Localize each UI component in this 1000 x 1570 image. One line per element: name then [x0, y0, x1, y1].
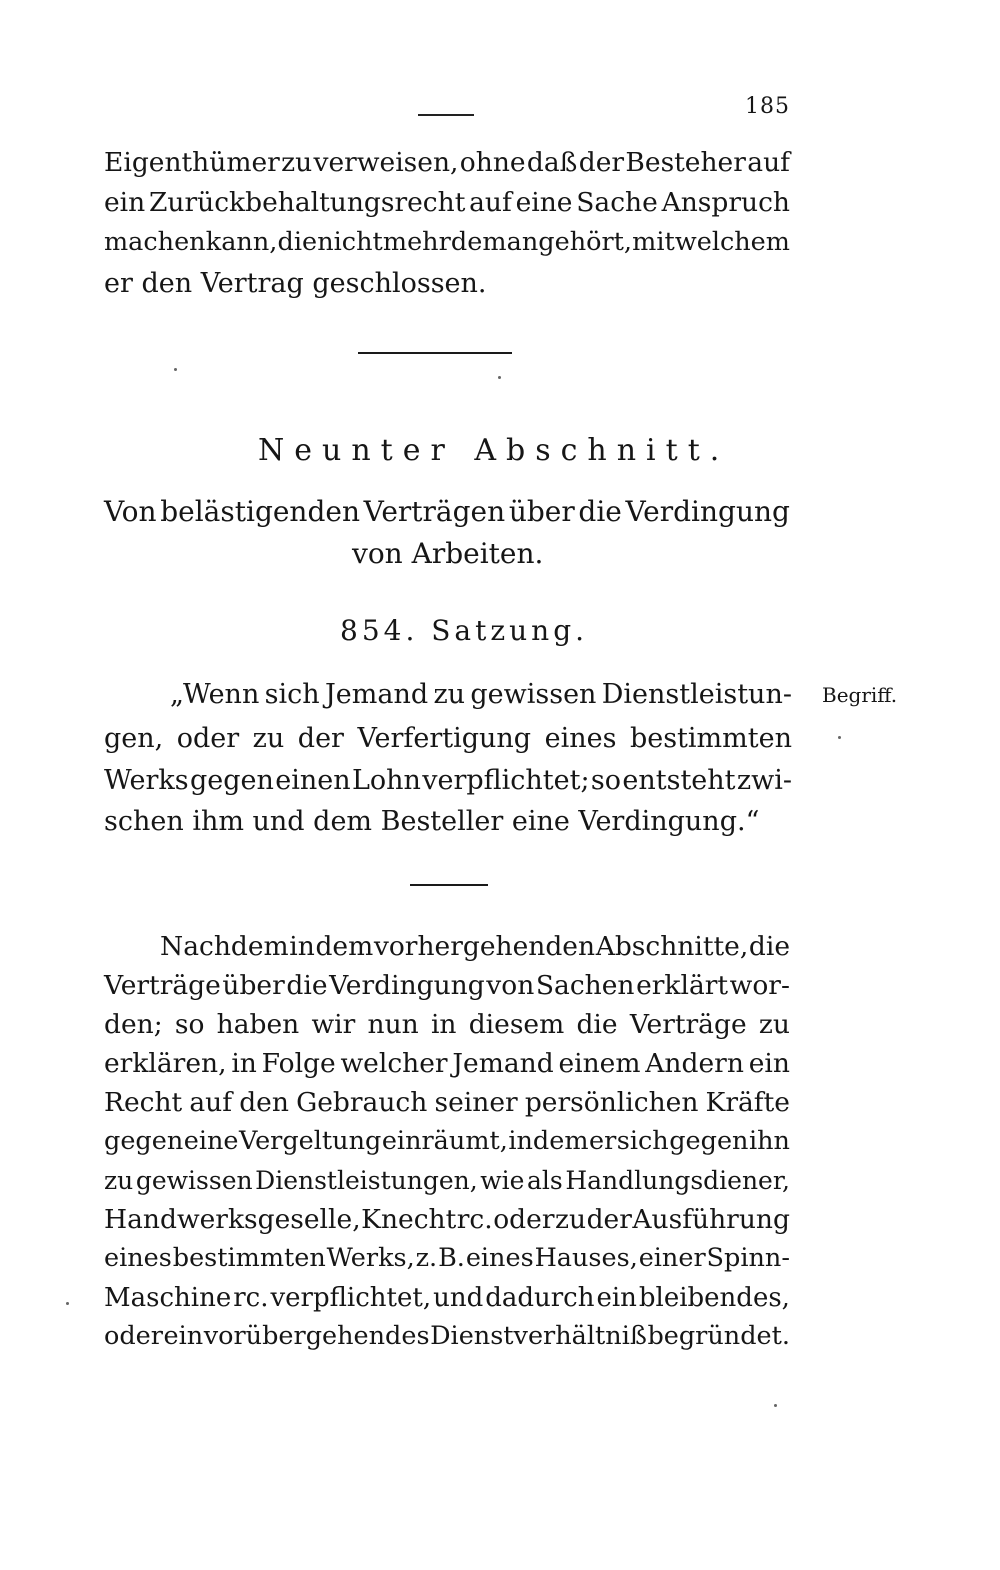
section-subtitle-line: Von belästigenden Verträgen über die Verdingung: [104, 495, 790, 528]
article-line: gen, oder zu der Verfertigung eines bestimmten: [104, 723, 792, 754]
commentary-line: Maschine rc. verpflichtet, und dadurch ein bleibendes,: [104, 1283, 790, 1313]
intro-line: ein Zurückbehaltungsrecht auf eine Sache Anspruch: [104, 187, 790, 218]
section-divider-rule: [358, 352, 512, 354]
commentary-line: Handwerksgeselle, Knecht rc. oder zu der Ausführung: [104, 1204, 790, 1235]
page-number: 185: [745, 94, 790, 119]
article-divider-rule: [410, 884, 488, 886]
commentary-line: zu gewissen Dienstleistungen, wie als Handlungsdiener,: [104, 1166, 790, 1195]
scan-speck: [498, 376, 501, 379]
section-title: Neunter Abschnitt.: [258, 433, 730, 468]
commentary-line: den; so haben wir nun in diesem die Verträge zu: [104, 1009, 790, 1040]
commentary-line: eines bestimmten Werks, z. B. eines Hauses, einer Spinn-: [104, 1243, 790, 1273]
intro-line: Eigenthümer zu verweisen, ohne daß der Besteher auf: [104, 147, 790, 178]
header-dash: [418, 114, 474, 116]
intro-line: er den Vertrag geschlossen.: [104, 268, 487, 299]
scan-speck: [174, 368, 177, 371]
scan-speck: [66, 1302, 69, 1305]
article-line: schen ihm und dem Besteller eine Verdingung.“: [104, 806, 760, 837]
commentary-line: gegen eine Vergeltung einräumt, indem er sich gegen ihn: [104, 1126, 790, 1156]
commentary-line: oder ein vorübergehendes Dienstverhältniß begründet.: [104, 1321, 790, 1351]
commentary-line: erklären, in Folge welcher Jemand einem Andern ein: [104, 1048, 790, 1079]
intro-line: machen kann, die nicht mehr dem angehört, mit welchem: [104, 227, 790, 257]
article-heading: 854. Satzung.: [340, 614, 589, 647]
commentary-line: Verträge über die Verdingung von Sachen erklärt wor-: [104, 970, 790, 1001]
marginal-note: Begriff.: [822, 683, 898, 707]
commentary-line: Nachdem in dem vorhergehenden Abschnitte, die: [160, 931, 790, 962]
commentary-line: Recht auf den Gebrauch seiner persönlichen Kräfte: [104, 1087, 790, 1118]
section-subtitle-line: von Arbeiten.: [352, 537, 544, 570]
article-line: „Wenn sich Jemand zu gewissen Dienstleistun-: [170, 679, 792, 710]
scan-speck: [774, 1404, 777, 1407]
article-line: Werks gegen einen Lohn verpflichtet; so entsteht zwi-: [104, 765, 792, 796]
scan-speck: [838, 736, 841, 739]
